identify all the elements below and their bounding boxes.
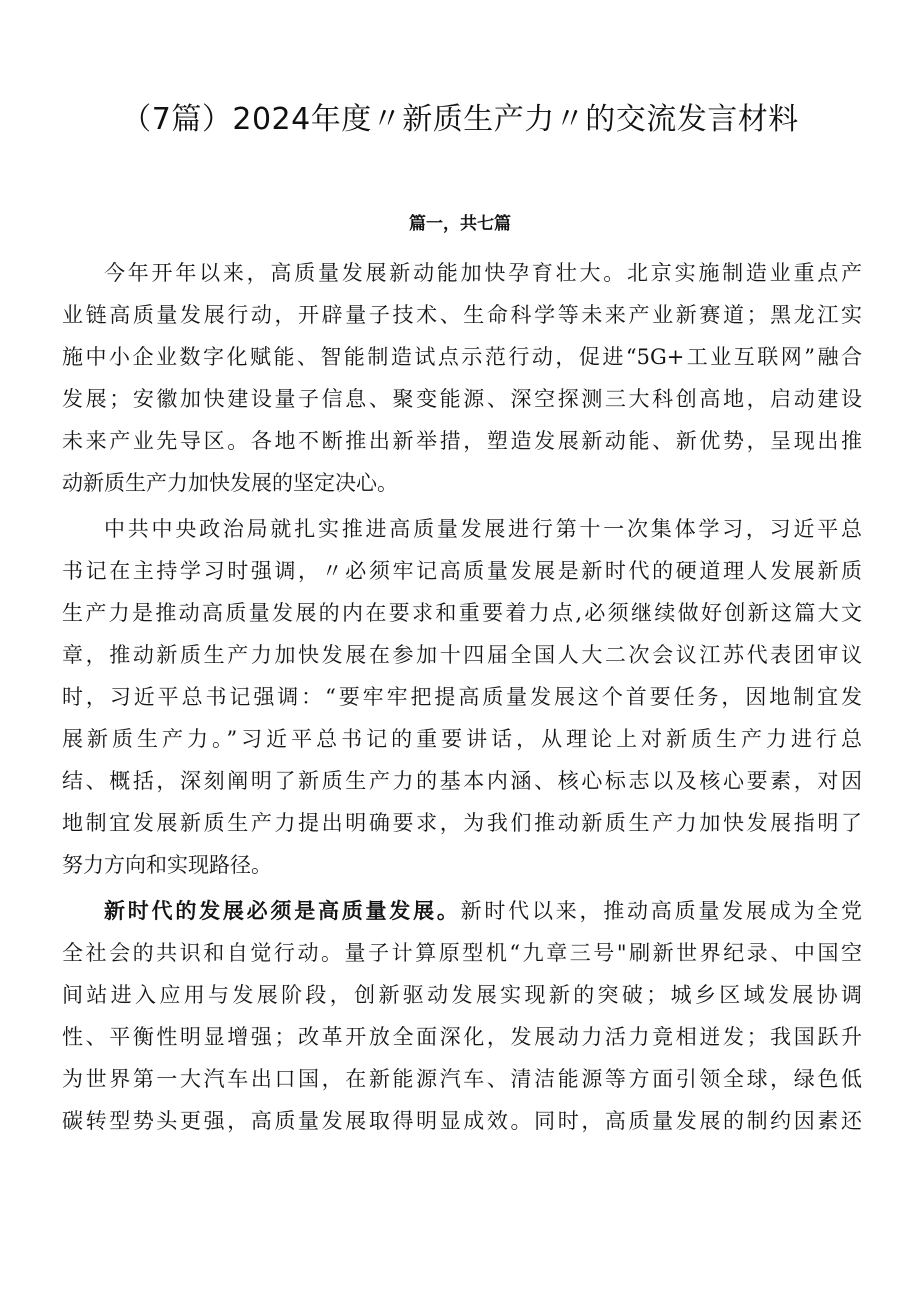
- text-line: 动新质生产力加快发展的坚定决心。: [62, 471, 398, 495]
- document-title: （7篇）2024年度〃新质生产力〃的交流发言材料: [121, 102, 799, 137]
- text-line: 中共中央政治局就扎实推进高质量发展进行第十一次集体学习，习近平总: [104, 517, 862, 541]
- paragraph-lead-sentence: 新时代的发展必须是高质量发展。: [104, 899, 461, 923]
- paragraph-2: [62, 508, 862, 886]
- text-line: 章，推动新质生产力加快发展在参加十四届全国人大二次会议江苏代表团审议: [62, 643, 862, 667]
- text-line: 结、概括，深刻阐明了新质生产力的基本内涵、核心标志以及核心要素，对因: [62, 769, 862, 793]
- document-body: [62, 252, 862, 1142]
- text-line: 施中小企业数字化赋能、智能制造试点示范行动，促进“5G+工业互联网”融合: [62, 345, 862, 369]
- text-line: 全社会的共识和自觉行动。量子计算原型机“九章三号"刷新世界纪录、中国空: [62, 941, 862, 965]
- text-line: 未来产业先导区。各地不断推出新举措，塑造发展新动能、新优势，呈现出推: [62, 429, 862, 453]
- text-line: 时，习近平总书记强调：“要牢牢把提高质量发展这个首要任务，因地制宜发: [62, 685, 862, 709]
- text-line: 书记在主持学习时强调，〃必须牢记高质量发展是新时代的硬道理人发展新质: [62, 559, 862, 583]
- text-line: 努力方向和实现路径。: [62, 853, 272, 877]
- text-line: 生产力是推动高质量发展的内在要求和重要着力点,必须继续做好创新这篇大文: [62, 601, 862, 625]
- text-line: 碳转型势头更强，高质量发展取得明显成效。同时，高质量发展的制约因素还: [62, 1109, 862, 1133]
- text-line: 发展；安徽加快建设量子信息、聚变能源、深空探测三大科创高地，启动建设: [62, 387, 862, 411]
- text-span: 新时代以来，推动高质量发展成为全党: [460, 899, 862, 923]
- text-line: 性、平衡性明显增强；改革开放全面深化，发展动力活力竟相迸发；我国跃升: [62, 1025, 862, 1049]
- text-line: 间站进入应用与发展阶段，创新驱动发展实现新的突破；城乡区域发展协调: [62, 983, 862, 1007]
- paragraph-1: [62, 252, 862, 504]
- section-heading: 篇一，共七篇: [409, 214, 511, 234]
- paragraph-3: [62, 890, 862, 1142]
- text-line: 为世界第一大汽车出口国，在新能源汽车、清洁能源等方面引领全球，绿色低: [62, 1067, 862, 1091]
- text-line: [62, 890, 862, 932]
- text-line: 展新质生产力。”习近平总书记的重要讲话，从理论上对新质生产力进行总: [62, 727, 862, 751]
- text-line: 今年开年以来，高质量发展新动能加快孕育壮大。北京实施制造业重点产: [104, 261, 862, 285]
- text-line: 业链高质量发展行动，开辟量子技术、生命科学等未来产业新赛道；黑龙江实: [62, 303, 862, 327]
- text-line: 地制宜发展新质生产力提出明确要求，为我们推动新质生产力加快发展指明了: [62, 811, 862, 835]
